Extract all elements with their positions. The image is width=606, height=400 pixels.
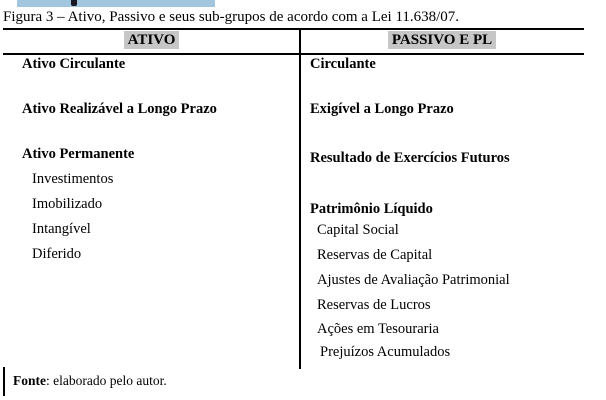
source-note-text: : elaborado pelo autor. <box>46 373 167 388</box>
row-imobilizado: Imobilizado <box>32 196 103 212</box>
row-exigivel-longo-prazo: Exigível a Longo Prazo <box>310 101 454 117</box>
change-margin-bar <box>3 367 5 396</box>
header-cell-ativo <box>3 31 300 50</box>
row-diferido: Diferido <box>32 246 82 262</box>
row-intangivel: Intangível <box>32 221 91 237</box>
row-investimentos: Investimentos <box>32 171 114 187</box>
table-header-bottom-border <box>3 53 584 55</box>
row-reservas-capital: Reservas de Capital <box>317 247 433 263</box>
source-note <box>13 373 167 389</box>
row-capital-social: Capital Social <box>317 222 399 238</box>
row-patrimonio-liquido: Patrimônio Líquido <box>310 201 433 217</box>
row-reservas-lucros: Reservas de Lucros <box>317 297 431 313</box>
row-circulante: Circulante <box>310 56 376 72</box>
row-ativo-permanente: Ativo Permanente <box>22 146 135 162</box>
table-center-divider <box>299 28 301 369</box>
source-note-label: Fonte <box>13 373 46 388</box>
row-ajustes-avaliacao: Ajustes de Avaliação Patrimonial <box>317 272 510 288</box>
row-ativo-realizavel: Ativo Realizável a Longo Prazo <box>22 101 217 117</box>
figure-caption: Figura 3 – Ativo, Passivo e seus sub-grupos de acordo com a Lei 11.638/07. <box>3 9 460 25</box>
table-top-border <box>3 28 584 30</box>
row-acoes-tesouraria: Ações em Tesouraria <box>317 321 439 337</box>
row-ativo-circulante: Ativo Circulante <box>22 56 126 72</box>
row-prejuizos-acumulados: Prejuízos Acumulados <box>320 344 451 360</box>
header-ativo-label: ATIVO <box>124 31 180 49</box>
row-resultado-exercicios: Resultado de Exercícios Futuros <box>310 150 510 166</box>
clipped-text-glyph <box>71 0 77 6</box>
header-passivo-label: PASSIVO E PL <box>388 31 496 49</box>
text-selection-highlight <box>17 0 215 7</box>
header-cell-passivo <box>300 31 584 50</box>
